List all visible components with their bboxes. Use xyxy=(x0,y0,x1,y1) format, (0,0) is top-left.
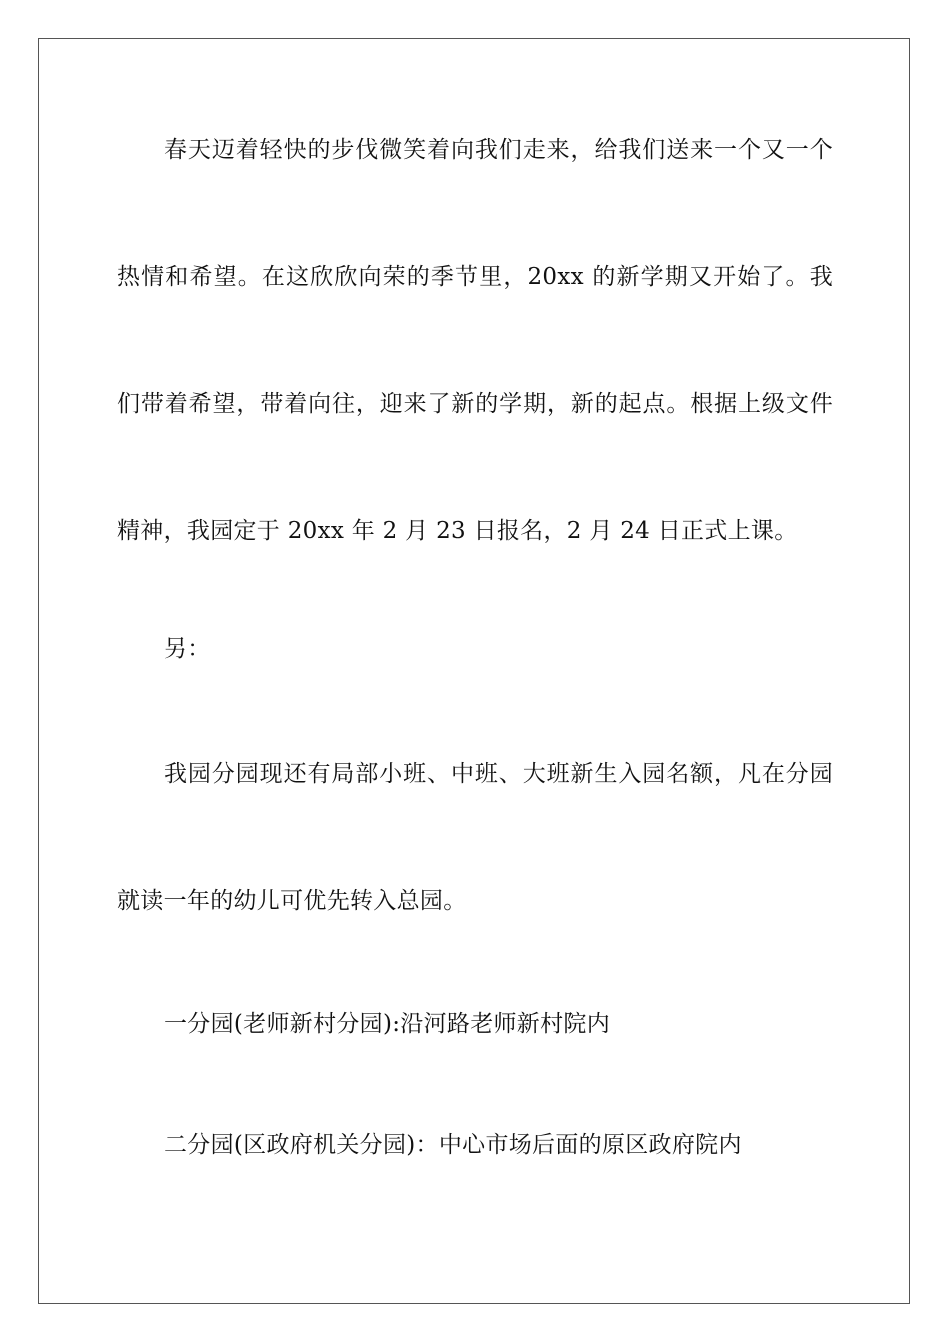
paragraph-line-9: 二分园(区政府机关分园)：中心市场后面的原区政府院内 xyxy=(164,1132,742,1158)
paragraph-line-7: 就读一年的幼儿可优先转入总园。 xyxy=(117,888,467,914)
paragraph-line-1: 春天迈着轻快的步伐微笑着向我们走来，给我们送来一个又一个 xyxy=(164,137,833,163)
paragraph-line-6: 我园分园现还有局部小班、中班、大班新生入园名额，凡在分园 xyxy=(164,761,833,787)
paragraph-line-4: 精神，我园定于 20xx 年 2 月 23 日报名，2 月 24 日正式上课。 xyxy=(117,518,798,544)
paragraph-line-2: 热情和希望。在这欣欣向荣的季节里，20xx 的新学期又开始了。我 xyxy=(117,264,833,290)
paragraph-line-3: 们带着希望，带着向往，迎来了新的学期，新的起点。根据上级文件 xyxy=(117,391,833,417)
paragraph-line-8: 一分园(老师新村分园):沿河路老师新村院内 xyxy=(164,1011,610,1037)
page-border xyxy=(38,38,910,1304)
paragraph-line-5: 另： xyxy=(164,636,211,662)
